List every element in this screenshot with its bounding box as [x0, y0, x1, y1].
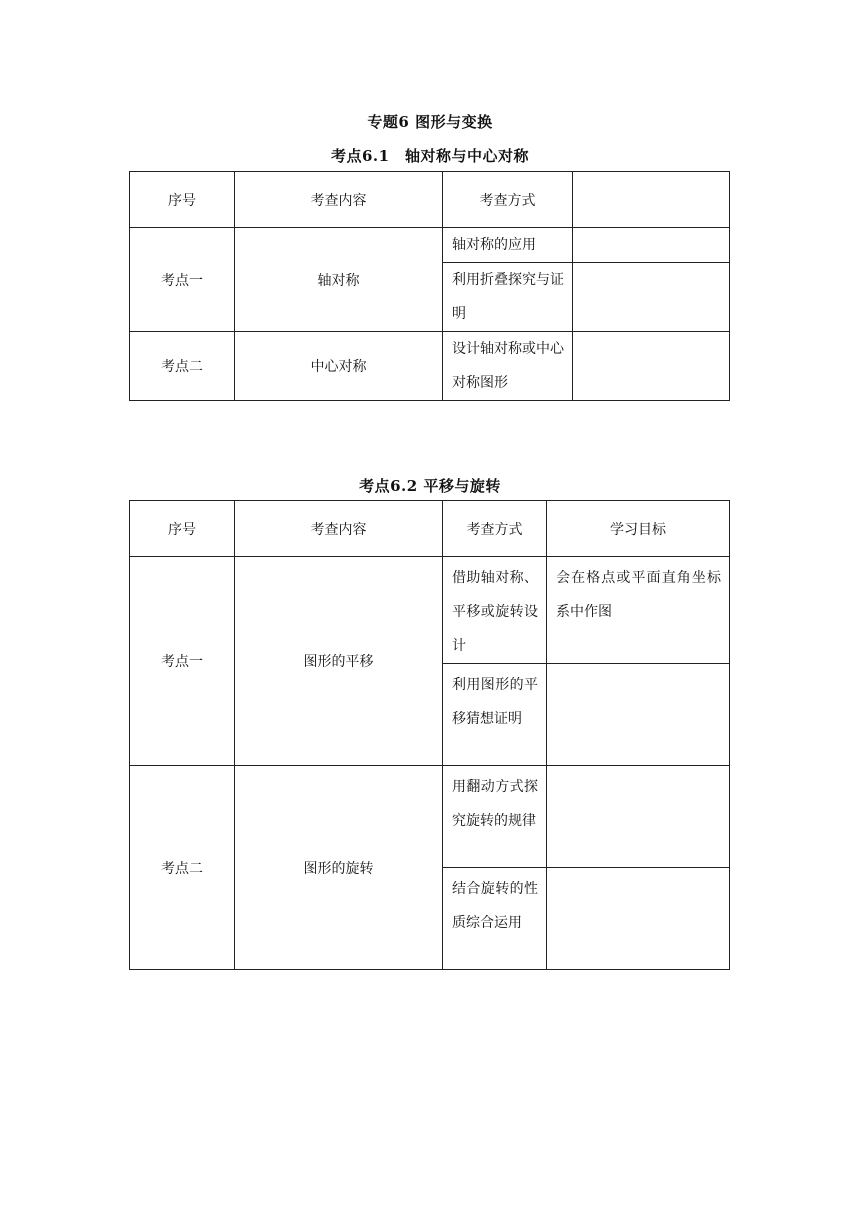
- header-content: 考查内容: [235, 172, 443, 228]
- row-goal: [547, 766, 730, 868]
- row-goal: [547, 868, 730, 970]
- header-no: 序号: [130, 501, 235, 557]
- row-content: 轴对称: [235, 228, 443, 332]
- document-title: 专题6 图形与变换: [367, 113, 493, 131]
- header-empty: [573, 172, 730, 228]
- row-method: 设计轴对称或中心对称图形: [443, 332, 573, 401]
- header-content: 考查内容: [235, 501, 443, 557]
- row-goal: 会在格点或平面直角坐标系中作图: [547, 557, 730, 664]
- row-no: 考点二: [130, 332, 235, 401]
- header-no: 序号: [130, 172, 235, 228]
- header-goal: 学习目标: [547, 501, 730, 557]
- row-method: 轴对称的应用: [443, 228, 573, 263]
- table-row: [130, 557, 730, 664]
- row-content: 图形的平移: [235, 557, 443, 766]
- header-method: 考查方式: [443, 501, 547, 557]
- row-method: 用翻动方式探究旋转的规律: [443, 766, 547, 868]
- row-content: 图形的旋转: [235, 766, 443, 970]
- row-method: 利用折叠探究与证明: [443, 263, 573, 332]
- table-header-row: [130, 501, 730, 557]
- row-extra: [573, 263, 730, 332]
- row-method: 借助轴对称、平移或旋转设计: [443, 557, 547, 664]
- table-row: [130, 766, 730, 868]
- header-method: 考查方式: [443, 172, 573, 228]
- row-method: 结合旋转的性质综合运用: [443, 868, 547, 970]
- row-method: 利用图形的平移猜想证明: [443, 664, 547, 766]
- row-no: 考点一: [130, 228, 235, 332]
- table-row: [130, 332, 730, 401]
- row-extra: [573, 228, 730, 263]
- row-no: 考点一: [130, 557, 235, 766]
- table-header-row: [130, 172, 730, 228]
- row-goal: [547, 664, 730, 766]
- row-extra: [573, 332, 730, 401]
- row-content: 中心对称: [235, 332, 443, 401]
- section2-heading: 考点6.2 平移与旋转: [359, 477, 501, 495]
- row-no: 考点二: [130, 766, 235, 970]
- table-row: [130, 228, 730, 263]
- section2-table: [129, 500, 730, 970]
- section1-table: [129, 171, 730, 401]
- section1-heading: 考点6.1 轴对称与中心对称: [330, 147, 530, 165]
